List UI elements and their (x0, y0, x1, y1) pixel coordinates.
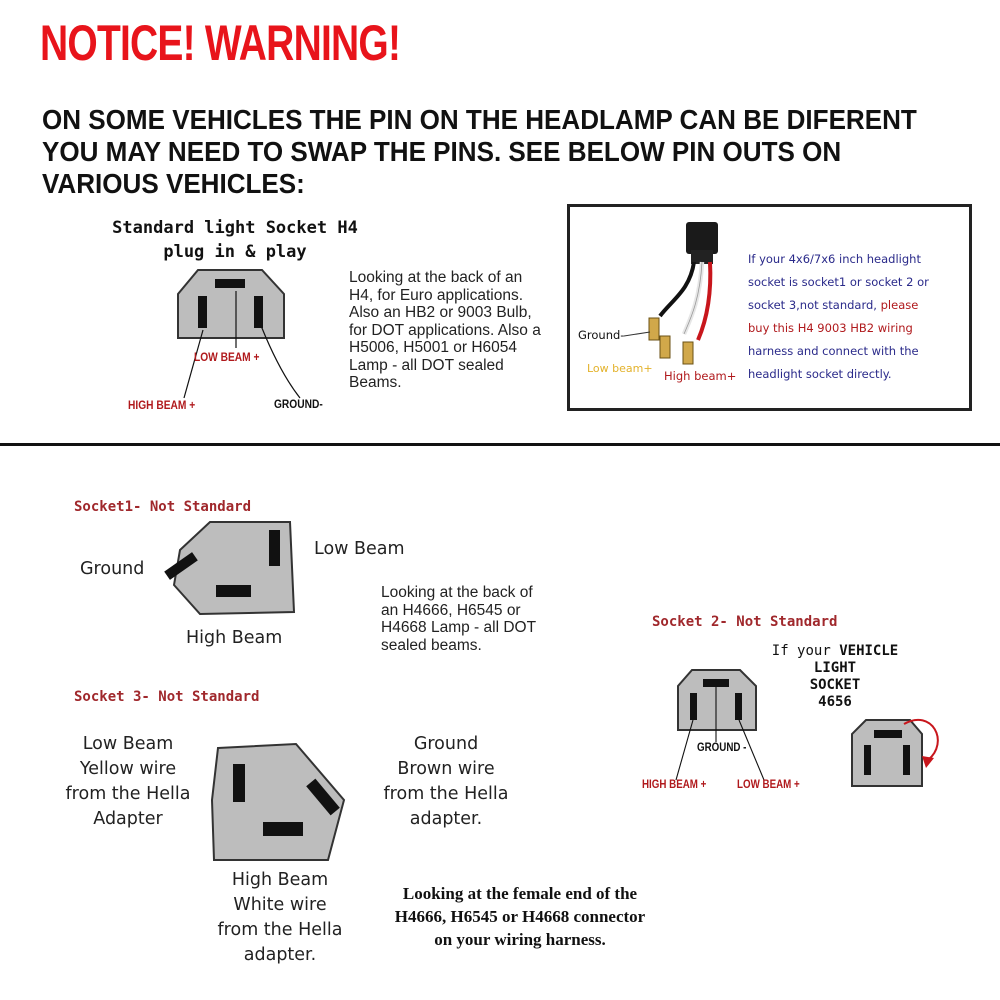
standard-note-line-5: H5006, H5001 or H6054 (349, 339, 518, 356)
socket3-high-beam-label (200, 868, 360, 968)
notice-line-1: ON SOME VEHICLES THE PIN ON THE HEADLAMP CAN BE DIFERENT (42, 104, 917, 135)
harness-high-beam-label: High beam+ (664, 369, 737, 383)
standard-note-line-1: Looking at the back of an (349, 269, 523, 286)
socket1-note-line-1: Looking at the back of (381, 584, 533, 601)
standard-note-line-4: for DOT applications. Also a (349, 321, 541, 339)
socket3-ground-line-1: Ground (413, 734, 479, 754)
socket3-high-beam-line-1: High Beam (231, 870, 329, 890)
harness-info-line-6: headlight socket directly. (748, 367, 892, 381)
socket1-note-line-3: H4668 Lamp - all DOT (381, 619, 537, 636)
harness-info-line-3b: please (876, 298, 919, 312)
socket3-heading: Socket 3- Not Standard (74, 689, 260, 705)
standard-socket-title-line-1: Standard light Socket H4 (112, 218, 358, 238)
socket2-heading: Socket 2- Not Standard (652, 614, 838, 630)
female-note-line-3: on your wiring harness. (434, 930, 606, 949)
standard-note-line-2: H4, for Euro applications. (349, 286, 524, 304)
socket2-vehicle-prefix: If your (771, 643, 831, 659)
socket2-vehicle-word: VEHICLE (839, 643, 899, 659)
standard-ground-label: GROUND- (274, 397, 323, 411)
female-note-line-1: Looking at the female end of the (402, 884, 638, 903)
notice-line-2: YOU MAY NEED TO SWAP THE PINS. SEE BELOW PIN OUTS ON (42, 136, 842, 167)
harness-info-line-1: If your 4x6/7x6 inch headlight (748, 252, 921, 266)
socket3-low-beam-line-3: from the Hella (65, 784, 191, 804)
socket3-ground-line-4: adapter. (409, 809, 483, 829)
socket3-high-beam-line-4: adapter. (243, 945, 317, 965)
socket1-high-beam-label: High Beam (186, 628, 283, 648)
harness-ground-label: Ground- (578, 328, 625, 342)
standard-note-line-3: Also an HB2 or 9003 Bulb, (349, 304, 532, 321)
standard-high-beam-label: HIGH BEAM + (128, 398, 196, 412)
socket3-high-beam-line-2: White wire (233, 895, 327, 915)
socket3-high-beam-pin (263, 822, 303, 836)
harness-info-line-4: buy this H4 9003 HB2 wiring (748, 321, 913, 335)
socket3-low-beam-line-1: Low Beam (82, 734, 174, 754)
socket3-low-beam-label (48, 732, 208, 832)
standard-low-beam-label: LOW BEAM + (194, 350, 260, 364)
harness-low-beam-label: Low beam+ (587, 362, 653, 375)
socket1-ground-label: Ground (80, 559, 145, 579)
socket2-low-beam-label: LOW BEAM + (737, 779, 800, 791)
page-title: NOTICE! WARNING! (40, 15, 401, 71)
female-note-line-2: H4666, H6545 or H4668 connector (394, 907, 646, 926)
socket1-note-line-2: an H4666, H6545 or (381, 601, 521, 619)
socket3-high-beam-line-3: from the Hella (217, 920, 343, 940)
socket3-low-beam-line-4: Adapter (93, 809, 163, 829)
socket1-low-beam-label: Low Beam (314, 539, 405, 559)
socket3-low-beam-line-2: Yellow wire (79, 759, 177, 779)
socket2-vehicle-line-3: SOCKET (809, 677, 861, 693)
socket1-note-line-4: sealed beams. (381, 636, 482, 654)
notice-line-3: VARIOUS VEHICLES: (42, 168, 305, 199)
socket3-ground-line-3: from the Hella (383, 784, 509, 804)
harness-info-line-3a: socket 3,not standard, (748, 298, 877, 312)
socket2-vehicle-line-2: LIGHT (813, 660, 857, 676)
socket2-ground-label: GROUND - (697, 742, 747, 754)
standard-note-line-6: Lamp - all DOT sealed (349, 356, 504, 374)
female-connector-note (365, 882, 675, 951)
standard-note-line-7: Beams. (349, 374, 402, 391)
standard-socket-title-line-2: plug in & play (163, 242, 307, 262)
harness-info-line-2: socket is socket1 or socket 2 or (748, 275, 929, 289)
socket2-high-beam-label: HIGH BEAM + (642, 779, 707, 791)
socket2-vehicle-line-4: 4656 (818, 694, 852, 710)
socket3-ground-line-2: Brown wire (397, 759, 495, 779)
socket3-ground-label (368, 732, 524, 832)
socket3-low-beam-pin (233, 764, 245, 802)
harness-info-line-5: harness and connect with the (748, 344, 919, 358)
socket1-heading: Socket1- Not Standard (74, 499, 252, 515)
